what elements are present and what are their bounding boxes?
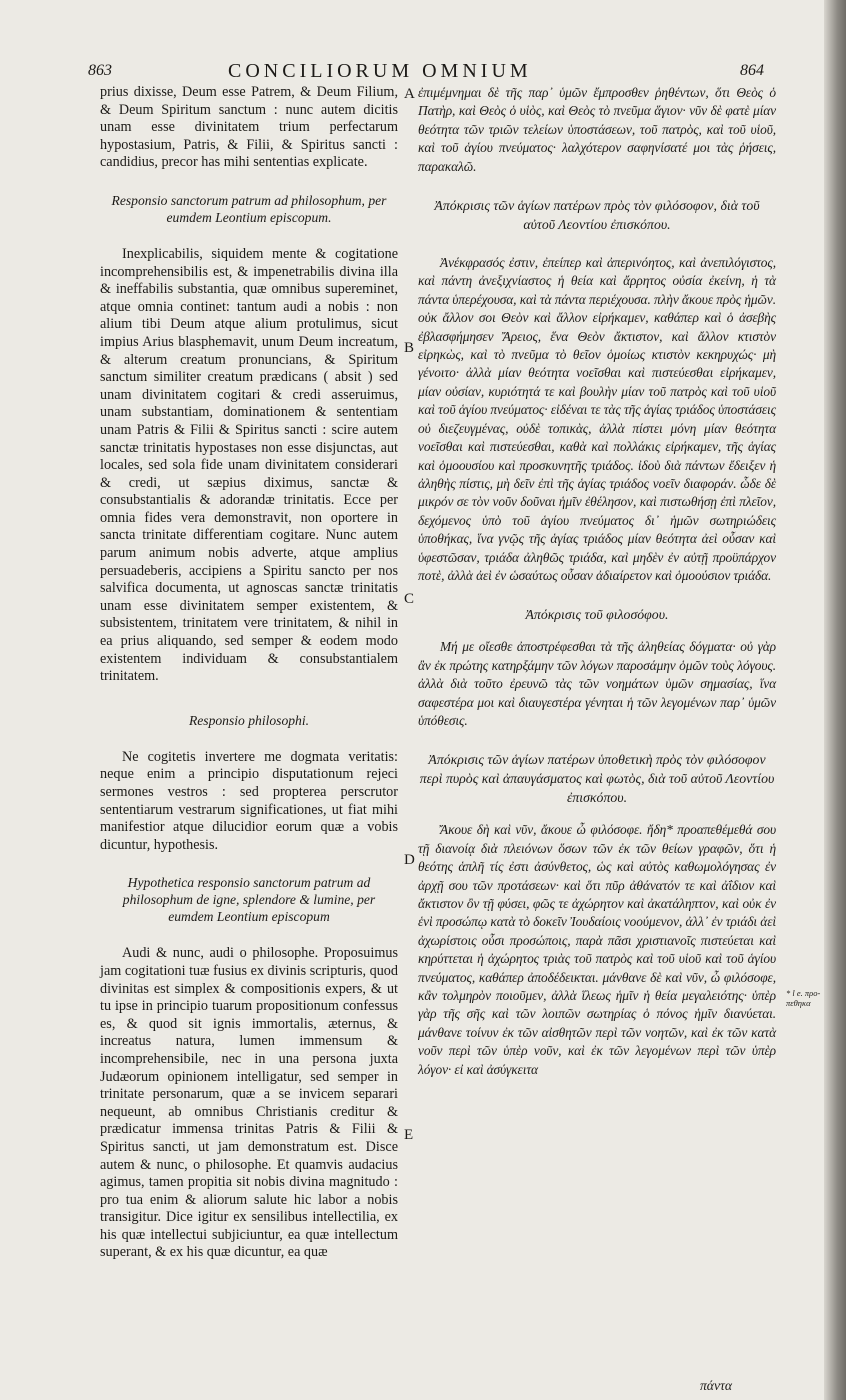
page-number-right: 864 — [740, 62, 764, 79]
latin-heading-1: Responsio sanctorum patrum ad philosophum, per eumdem Leontium episcopum. — [111, 192, 387, 225]
latin-column — [100, 84, 398, 1262]
margin-note: * l e. προ-πεθηκα — [786, 988, 821, 1008]
latin-paragraph-2: Inexplicabilis, siquidem mente & cogitatione incomprehensibilis est, & impenetrabilis divina illa & ineffabilis substantia, quæ omnibus supereminet, atque omnia continet: tantum audi a nobis : non alium tibi Deum atque alium protulimus, sicut impius Arius blasphemavit, unum Deum increatum, & alterum creatum pronuncians, & Spiritum sanctum similiter creatum prædicans ( absit ) sed unam divinitatem cogitari & credi asseruimus, unam substantiam, dominationem & sententiam unam Patris & Filii & Spiritus sancti : scire autem sanctæ trinitatis hypostases non esse disjunctas, aut locales, sed sola fide unam divinitatem considerari & credi, ut sæpius diximus, sanctæ & consubstantialis & adorandæ trinitatis. Ecce per omnia fides vera demonstravit, non oportere in sancta trinitate differentiam cogitare. Nunc autem parum animum nobis adverte, atque amplius persuadeberis, accipiens a Spiritu sancto per nos salvifica documenta, ut agnoscas sanctæ trinitatis unam esse divinitatem semper existentem, & subsistentem, trinitatem vere trinitatem, & nihil in ea prius aliquando, sed semper & eodem modo existentem individuam & consubstantialem trinitatem. — [100, 245, 398, 685]
greek-heading-3: Ἀπόκρισις τῶν ἁγίων πατέρων ὑποθετικὴ πρὸς τὸν φιλόσοφον περὶ πυρὸς καὶ ἀπαυγάσματος καὶ φωτὸς, διὰ τοῦ αὐτοῦ Λεοντίου ἐπισκόπου. — [419, 752, 775, 806]
greek-heading-1: Ἀπόκρισις τῶν ἁγίων πατέρων πρὸς τὸν φιλόσοφον, διὰ τοῦ αὐτοῦ Λεοντίου ἐπισκόπου. — [434, 198, 760, 233]
catchword: πάντα — [700, 1378, 732, 1393]
latin-paragraph-1: prius dixisse, Deum esse Patrem, & Deum Filium, & Deum Spiritum sanctum : nunc autem dicitis unam esse divinitatem trium perfectarum hypostasium, Patris, & Filii, & Spiritus sancti : candidius, precor has mihi sententias explicate. — [100, 84, 398, 171]
margin-letter-e: E — [404, 1127, 414, 1143]
latin-heading-2: Responsio philosophi. — [188, 712, 310, 728]
margin-letter-c: C — [404, 591, 415, 607]
latin-paragraph-4: Audi & nunc, audi o philosophe. Proposuimus jam cogitationi tuæ fusius ex divinis scripturis, quod divinitas est simplex & compositionis expers, & ut tu ipse in principio tuarum propositionum confessus es, & quod sit ignis immortalis, æternus, & increatus natura, lumen immensum & incomprehensibile, nec in una persona juxta Judæorum opinionem intelligatur, sed semper in trinitate personarum, quæ a se invicem separari nequeunt, ab omnibus Christianis creditur & prædicatur immensa trinitas Patris & Filii & Spiritus sancti, ut jam demonstratum est. Disce autem & nunc, o philosophe. Et quamvis audacius agimus, tamen propitia sit nobis divina magnitudo : pro tua enim & aliorum salute hic labor a nobis transigitur. Dice igitur ex sensilibus intellectilia, ex his quæ intellectui subjiciuntur, ea quæ intellectum superant, & ex his quæ dicuntur, ea quæ — [100, 945, 398, 1261]
margin-letter-b: B — [404, 340, 415, 356]
running-title: CONCILIORUM OMNIUM — [228, 60, 532, 82]
greek-heading-2: Ἀπόκρισις τοῦ φιλοσόφου. — [525, 607, 669, 623]
latin-paragraph-3: Ne cogitetis invertere me dogmata veritatis: neque enim a principio disputationum rejeci sermones vestros : sed propterea perscrutor sententiarum vestrarum significationes, ut fiat mihi manifestior atque dilucidior eorum quæ a vobis dicuntur, hypothesis. — [100, 748, 398, 853]
margin-letter-a: A — [404, 86, 415, 102]
latin-heading-3: Hypothetica responsio sanctorum patrum ad philosophum de igne, splendore & lumine, per eumdem Leontium episcopum — [122, 875, 376, 925]
margin-letter-d: D — [404, 852, 415, 868]
page-edge-shadow — [824, 0, 846, 1400]
page-number-left: 863 — [88, 62, 112, 79]
greek-paragraph-1: ἐπιμέμνημαι δὲ τῆς παρ᾽ ὑμῶν ἔμπροσθεν ῥηθέντων, ὅτι Θεὸς ὁ Πατὴρ, καὶ Θεὸς ὁ υἱὸς, καὶ Θεὸς τὸ πνεῦμα ἅγιον· νῦν δὲ φατὲ μίαν θεότητα τῶν τριῶν τελείων ὑποστάσεων, τοῦ πατρὸς, καὶ τοῦ υἱοῦ, καὶ τοῦ ἁγίου πνεύματος· λαλχότερον σαφηνίσατέ μοι τὰς ῥήσεις, παρακαλῶ. — [418, 85, 776, 174]
greek-column — [418, 84, 776, 1079]
greek-paragraph-3: Μή με οἴεσθε ἀποστρέφεσθαι τὰ τῆς ἀληθείας δόγματα· οὐ γὰρ ἂν ἐκ πρώτης κατηρξάμην τῶν λόγων παροσάμην ὁμῶν τοὺς λόγους. ἀλλὰ διὰ τοῦτο ἐρευνῶ τὰς τῶν νοημάτων ὑμῶν σημασίας, ἵνα σαφεστέρα μοι καὶ διαυγεστέρα γένηται ἡ τῶν λεγομένων παρ᾽ ὑμῶν ὑπόθεσις. — [418, 639, 776, 728]
greek-paragraph-4: Ἄκουε δὴ καὶ νῦν, ἄκουε ὦ φιλόσοφε. ἤδη* προαπεθέμεθά σου τῇ διανοίᾳ διὰ πλειόνων ὅσων τῶν ἐκ τῶν θείων γραφῶν, ὅτι ἡ θεότης ἁπλῆ τίς ἐστι ἀσύνθετος, ὡς καὶ αὐτὸς καθωμολόγησας ἐν ἀρχῇ σου τῶν προτάσεων· καὶ ὅτι πῦρ ἀθάνατόν τε καὶ ἀΐδιον καὶ ἄκτιστον ὂν τῇ φύσει, φῶς τε ἀχώρητον καὶ ἀκατάληπτον, καὶ οὐκ ἐν ἑνὶ προσώπῳ κατὰ τὸ δοκεῖν Ἰουδαίοις νοούμενον, ἀλλ᾽ ἐν τριάδι ἀεὶ ἀχωρίστοις οὖσι προσώποις, παρὰ πᾶσι χριστιανοῖς πιστεύεται καὶ κηρύττεται ἡ ἀχώρητος τριὰς τοῦ πατρὸς καὶ τοῦ υἱοῦ καὶ τοῦ ἁγίου πνεύματος, καθάπερ ἀποδέδεικται. μάνθανε δὲ καὶ νῦν, ὦ φιλόσοφε, κἂν τολμηρὸν ποιοῦμεν, ἀλλὰ ἵλεως ἡμῖν ἡ θεία μεγαλειότης· ὑπὲρ γὰρ τῆς σῆς καὶ τῶν λοιπῶν σωτηρίας ὁ πόνος ἡμῖν διανύεται. μάνθανε τοίνυν ἐκ τῶν αἰσθητῶν περὶ τῶν νοητῶν, καὶ ἐκ τῶν κατὰ νοῦν περὶ τῶν ὑπὲρ νοῦν, καὶ ἐκ τῶν λεγομένων περὶ τῶν ὑπὲρ λόγον· εἰ καὶ ἀσύγκειτα — [418, 822, 776, 1077]
greek-paragraph-2: Ἀνέκφρασός ἐστιν, ἐπείπερ καὶ ἀπερινόητος, καὶ ἀνεπιλόγιστος, καὶ πάντη ἀνεξιχνίαστος ἡ θεία καὶ ἄρρητος οὐσία ἐκείνη, ἡ τὰ πάντα ὑπερέχουσα, καὶ τὰ πάντα περιέχουσα. πλὴν ἄκουε πρὸς ἡμῶν. οὐκ ἄλλον σοι Θεὸν καὶ ἄλλον εἰρήκαμεν, καθάπερ καὶ ὁ ἀσεβὴς ἐβλασφήμησεν Ἄρειος, ἕνα Θεὸν ἄκτιστον, καὶ ἄλλον κτιστὸν εἰρηκὼς, καὶ τὸ πνεῦμα τὸ θεῖον ὁμοίως κτιστὸν κεκηρυχώς· μὴ γένοιτο· ἀλλὰ μίαν θεότητα νοεῖσθαι καὶ πιστεύεσθαι εἰρήκαμεν, μίαν οὐσίαν, κυριότητά τε καὶ βουλὴν μίαν τοῦ πατρὸς καὶ τοῦ υἱοῦ καὶ τοῦ ἁγίου πνεύματος· εἰδέναι τε τὰς τῆς ἁγίας τριάδος ὑποστάσεις οὐ διεζευγμένας, οὐδὲ τοπικὰς, ἀλλὰ πίστει μόνη μίαν θεότητα νοεῖσθαι καὶ πιστεύεσθαι, καθὰ καὶ πολλάκις εἰρήκαμεν, τῆς ἁγίας καὶ ὁμοουσίου καὶ προσκυνητῆς τριάδος. ἰδοὺ διὰ πάντων ἔδειξεν ἡ ἀληθὴς πίστις, μὴ δεῖν ἐπὶ τῆς ἁγίας τριάδος νοεῖν διαφοράν. ὧδε δὲ μικρόν σε τὸν νοῦν δοῦναι ἡμῖν ἐθέλησον, καὶ πιστωθήσῃ ἐπὶ πλεῖον, δεχόμενος ὑπὸ τοῦ ἁγίου πνεύματος δι᾽ ἡμῶν σωτηριώδεις ὑποθήκας, ἵνα γνῷς τῆς ἁγίας τριάδος μίαν θεότητα ἀεὶ οὖσαν καὶ ὑφεστῶσαν, τριάδα ἀληθῶς τριάδα, καὶ μηδὲν ἐν αὐτῇ προϋπάρχον ποτὲ, ἀλλὰ ἀεὶ ἐν ὡσαύτως οὖσαν ἀδιαίρετον καὶ ὁμοούσιον τριάδα. — [418, 255, 776, 583]
running-header — [0, 62, 846, 86]
